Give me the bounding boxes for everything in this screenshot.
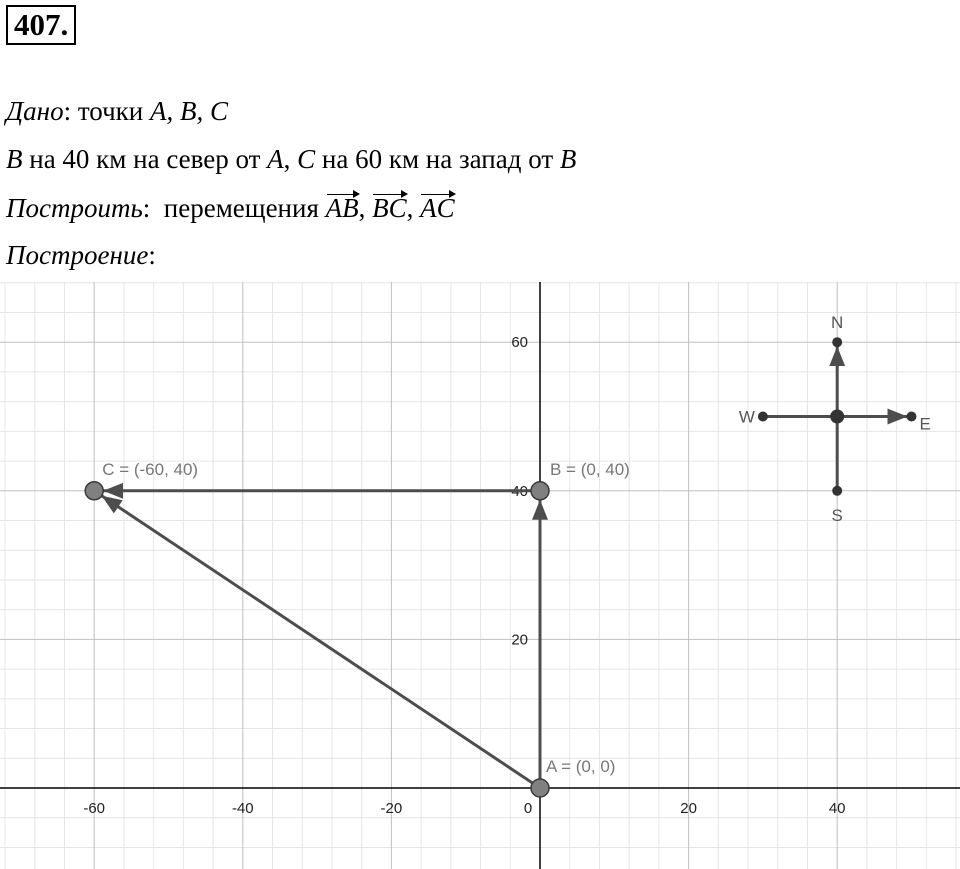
y-tick-label: 60 (511, 334, 528, 352)
y-tick-label: 20 (511, 631, 528, 649)
condition-part1: на 40 км на север от (22, 144, 268, 174)
x-tick-label: 40 (828, 800, 846, 817)
construct-text: перемещения (163, 193, 326, 223)
compass-label-n: N (831, 313, 844, 333)
condition-part2: на 60 км на запад от (315, 144, 560, 174)
compass-center (830, 410, 844, 424)
x-tick-label: 0 (523, 800, 533, 817)
grid-major (0, 282, 960, 869)
vector-ac (102, 496, 540, 788)
construction-line: Построение: (6, 240, 156, 270)
condition-sep: , (283, 144, 298, 174)
compass-e-dot (907, 412, 917, 422)
vector-ab-label: AB (325, 193, 359, 223)
compass-s-dot (832, 486, 842, 496)
condition-c: C (297, 144, 316, 174)
x-tick-label: 20 (680, 800, 697, 817)
given-label: Дано (6, 96, 64, 126)
vector-ac-label: AC (420, 193, 455, 223)
tick-labels (83, 334, 845, 817)
grid-minor (0, 282, 960, 869)
compass-label-e: E (919, 414, 931, 434)
x-tick-label: -40 (231, 800, 254, 817)
compass (739, 313, 931, 525)
coordinate-plot (0, 282, 960, 869)
point-label-b: B = (0, 40) (550, 459, 630, 479)
condition-a: A (267, 144, 284, 174)
point-b (531, 482, 549, 500)
points (85, 460, 630, 797)
point-label-a: A = (0, 0) (546, 757, 616, 776)
compass-w-dot (758, 412, 768, 422)
problem-number: 407. (6, 5, 76, 45)
vector-bc-label: BC (372, 193, 407, 223)
given-text: точки (77, 96, 150, 126)
condition-line (6, 144, 576, 175)
point-a (531, 779, 549, 797)
construct-label: Построить (6, 193, 143, 223)
given-line: Дано: точки A, B, C (6, 96, 228, 126)
given-points: A, B, C (149, 96, 228, 126)
point-label-c: C = (-60, 40) (102, 459, 199, 479)
y-tick-label: 40 (511, 482, 528, 500)
compass-n-dot (832, 337, 842, 347)
point-c (85, 482, 103, 500)
x-tick-label: -20 (380, 800, 403, 817)
condition-b2: B (559, 144, 577, 174)
compass-label-s: S (831, 505, 843, 525)
compass-label-w: W (738, 407, 755, 427)
x-tick-label: -60 (83, 800, 106, 817)
construct-line: Построить: перемещения AB, BC, AC (6, 193, 455, 223)
axes (0, 282, 960, 869)
condition-b: B (6, 144, 23, 174)
construction-label: Построение (6, 240, 149, 270)
